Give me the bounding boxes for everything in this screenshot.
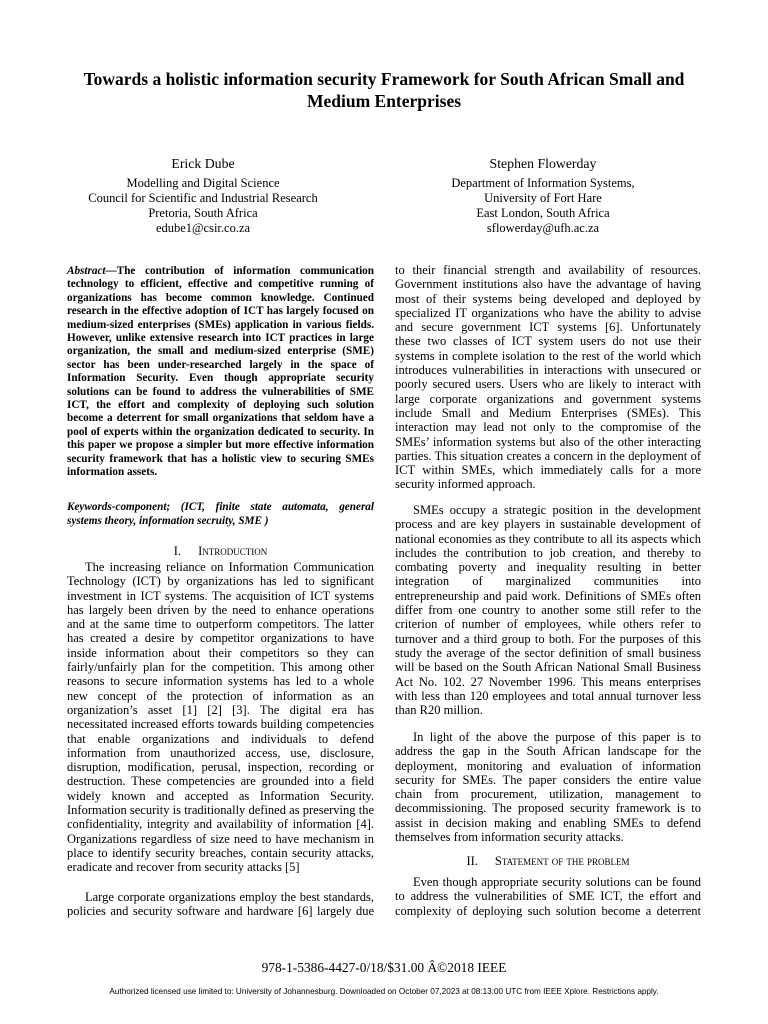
text-line: [395, 463, 701, 477]
paper-title: [0, 68, 768, 112]
line-text: systems in complete isolation to the rest of the world which: [395, 348, 701, 363]
line-text: SMEs occupy a strategic position in the development: [413, 503, 701, 517]
author-location: Pretoria, South Africa: [148, 206, 258, 220]
line-text: include Small and Medium Enterprises (SMEs). This: [395, 405, 701, 420]
text-line: [67, 789, 374, 803]
text-line: [395, 320, 701, 334]
text-line: [395, 730, 701, 744]
text-line: [67, 372, 374, 385]
text-line: [395, 773, 701, 787]
body-paragraph: [395, 263, 701, 492]
text-line: [395, 363, 701, 377]
text-line: [395, 392, 701, 406]
line-text: and secure government ICT systems [6]. Unfortunately: [395, 320, 701, 335]
line-text: ICT within SMEs, which immediately calls for a more: [395, 463, 701, 478]
line-text: organizations has become common knowledge. Continued: [67, 291, 374, 304]
text-line: [395, 406, 701, 420]
text-line: [395, 334, 701, 348]
text-line: [395, 675, 701, 689]
author-block: [373, 156, 713, 236]
text-line: [395, 801, 701, 815]
text-line: [395, 292, 701, 306]
text-line: [67, 500, 374, 514]
text-line: [67, 386, 374, 399]
line-text: this paper we propose a simpler but more effective information: [67, 439, 374, 452]
author-block: [33, 156, 373, 236]
line-text: The increasing reliance on Information Communication: [85, 560, 374, 574]
line-text: In light of the above the purpose of this paper is to: [413, 730, 701, 744]
text-line: [67, 426, 374, 439]
text-line: [395, 420, 701, 434]
section-title: Introduction: [198, 544, 268, 558]
section-title: Statement of the problem: [494, 854, 630, 868]
text-line: [67, 439, 374, 452]
line-text: become a deterrent for small organizations that seldom have a: [67, 412, 374, 425]
text-line: [67, 890, 374, 904]
text-line: [395, 703, 701, 717]
line-text: security framework that has a holistic view to securing SMEs: [67, 452, 374, 465]
text-line: [67, 732, 374, 746]
abstract: [67, 265, 374, 480]
line-text: organization’s asset [1] [2] [3]. The digital era has: [67, 702, 374, 717]
line-text: policies and security software and hardware [6] largely due: [67, 904, 374, 919]
line-text: Organizations regardless of size need to have mechanism in: [67, 831, 374, 846]
line-text: themselves from information security attacks.: [395, 830, 624, 845]
body-paragraph: [67, 560, 374, 875]
text-line: [395, 660, 701, 674]
text-line: [67, 574, 374, 588]
line-text: parties. This situation creates a concern in the deployment of: [395, 448, 701, 463]
line-text: differ from one country to another some still refer to the: [395, 603, 701, 618]
text-line: [67, 660, 374, 674]
line-text: eradicate and recover from security attacks [5]: [67, 860, 300, 875]
text-line: [67, 846, 374, 860]
line-text: complexity of deploying such solution become a deterrent: [395, 903, 701, 918]
line-text: integration of marginalized communities into: [395, 574, 701, 589]
text-line: [67, 674, 374, 688]
text-line: [395, 744, 701, 758]
text-line: [67, 631, 374, 645]
line-text: information from unauthorized access, use, disclosure,: [67, 745, 374, 760]
line-text: systems theory, information secruity, SME ): [67, 515, 269, 527]
text-line: [67, 774, 374, 788]
line-text: organization, the small and medium-sized enterprise (SME): [67, 345, 374, 358]
text-line: [67, 560, 374, 574]
text-line: [395, 589, 701, 603]
text-line: [67, 345, 374, 358]
section-heading-introduction: [67, 544, 374, 558]
line-text: Technology (ICT) by organizations has led to significant: [67, 574, 374, 589]
line-text: disruption, modification, perusal, inspection, recording or: [67, 760, 374, 775]
text-line: [395, 689, 701, 703]
text-line: [395, 875, 701, 889]
text-line: [67, 319, 374, 332]
line-text: place to identify security breaches, contain security attacks,: [67, 845, 374, 860]
text-line: [395, 787, 701, 801]
line-text: poorly secured users. Users who are likely to interact with: [395, 377, 701, 392]
line-text: SMEs’ information systems but also of the other interacting: [395, 434, 701, 449]
line-text: Even though appropriate security solutions can be found: [413, 875, 701, 889]
text-line: [67, 646, 374, 660]
abstract-text: —The contribution of information communication: [105, 265, 374, 277]
line-text: large corporate organizations and government systems: [395, 391, 701, 406]
text-line: [395, 632, 701, 646]
line-text: security informed approach.: [395, 477, 536, 492]
text-line: [67, 589, 374, 603]
copyright-notice: 978-1-5386-4427-0/18/$31.00 Â©2018 IEEE: [261, 960, 507, 975]
line-text: has created a desire by competitor organizations to have: [67, 631, 374, 646]
line-text: Large corporate organizations employ the best standards,: [85, 890, 374, 904]
line-text: to their financial strength and availability of resources.: [395, 263, 701, 277]
author-name: Erick Dube: [171, 156, 235, 171]
line-text: that enable organizations and individuals to defend: [67, 731, 374, 746]
text-line: [67, 703, 374, 717]
author-name: Stephen Flowerday: [489, 156, 597, 171]
line-text: combating poverty and inequality resulting in better: [395, 560, 701, 575]
text-line: [67, 717, 374, 731]
text-line: [395, 435, 701, 449]
line-text: interaction may lead not only to the compromise of the: [395, 420, 701, 435]
line-text: information assets.: [67, 466, 158, 479]
text-line: [395, 377, 701, 391]
line-text: entrepreneurship and paid work. Definitions of SMEs often: [395, 588, 701, 603]
text-line: [67, 305, 374, 318]
line-text: decommissioning. The proposed security framework is to: [395, 801, 701, 816]
line-text: will be based on the South African National Small Business: [395, 660, 701, 675]
line-text: specialized IT organizations who have the ability to advise: [395, 305, 701, 320]
text-line: [67, 466, 374, 479]
text-line: [67, 760, 374, 774]
line-text: However, unlike extensive research into ICT practices in large: [67, 332, 374, 345]
text-line: [67, 803, 374, 817]
line-text: to address the vulnerabilities of SME ICT, the effort and: [395, 889, 701, 904]
line-text: widely known and accepted as Information Security.: [67, 788, 374, 803]
author-institution: University of Fort Hare: [484, 191, 602, 205]
author-institution: Council for Scientific and Industrial Research: [88, 191, 318, 205]
line-text: process and are key players in sustainable development of: [395, 517, 701, 532]
section-number: II.: [466, 854, 478, 868]
line-text: with less than 120 employees and total annual turnover less: [395, 688, 701, 703]
author-department: Modelling and Digital Science: [126, 176, 280, 190]
text-line: [67, 514, 374, 528]
line-text: than R20 million.: [395, 703, 483, 718]
text-line: [395, 546, 701, 560]
text-line: [395, 617, 701, 631]
text-line: [67, 617, 374, 631]
section-heading-statement-of-the-problem: [395, 854, 701, 868]
line-text: assist in decision making and enabling SMEs to defend: [395, 815, 701, 830]
line-text: criterion of number of employees, while others refer to: [395, 617, 701, 632]
text-line: [395, 904, 701, 918]
author-email: edube1@csir.co.za: [155, 221, 251, 235]
line-text: Government institutions also have the advantage of having: [395, 277, 701, 292]
line-text: has largely been driven by the need to enhance operations: [67, 602, 374, 617]
line-text: chain from procurement, utilization, management to: [395, 787, 701, 802]
line-text: ICT, the effort and complexity of deploying such solution: [67, 399, 374, 412]
body-paragraph: [395, 875, 701, 918]
line-text: most of their systems being developed and deployed by: [395, 291, 701, 306]
text-line: [395, 263, 701, 277]
text-line: [395, 603, 701, 617]
text-line: [67, 278, 374, 291]
text-line: [395, 889, 701, 903]
line-text: Act No. 102. 27 November 1996. This means enterprises: [395, 674, 701, 689]
text-line: [395, 759, 701, 773]
line-text: solutions can be found to address the vulnerabilities of SME: [67, 385, 374, 398]
line-text: destruction. These competencies are grounded into a field: [67, 774, 374, 789]
text-line: [67, 689, 374, 703]
text-line: [395, 816, 701, 830]
text-line: [395, 517, 701, 531]
text-line: [67, 603, 374, 617]
body-paragraph: [395, 503, 701, 717]
line-text: Information security is traditionally defined as preserving the: [67, 803, 374, 818]
title-line: Towards a holistic information security Framework for South African Small and: [83, 69, 685, 89]
abstract-label: Abstract: [67, 265, 106, 277]
line-text: necessitated increased efforts towards building competencies: [67, 717, 374, 732]
line-text: sector has been under-researched largely in the space of: [67, 358, 374, 371]
line-text: investment in ICT systems. The acquisition of ICT systems: [67, 588, 374, 603]
text-line: [395, 646, 701, 660]
line-text: study the average of the sector definition of small business: [395, 645, 701, 660]
text-line: [395, 574, 701, 588]
line-text: fairly/unfairly plan for the competition. This among other: [67, 660, 374, 675]
text-line: [67, 817, 374, 831]
line-text: deployment, monitoring and evaluation of information: [395, 758, 701, 773]
author-department: Department of Information Systems,: [451, 176, 635, 190]
line-text: new concept of the protection of information as an: [67, 688, 374, 703]
text-line: [67, 904, 374, 918]
text-line: [67, 292, 374, 305]
text-line: [395, 503, 701, 517]
line-text: confidentiality, integrity and availability of information [4].: [67, 817, 374, 832]
line-text: address the gap in the South African landscape for the: [395, 744, 701, 759]
section-number: I.: [173, 544, 182, 558]
line-text: turnover and a third group to both. For the purposes of this: [395, 631, 701, 646]
line-text: these two classes of ICT system users do not use their: [395, 334, 701, 349]
line-text: research in the effective adoption of ICT has largely focused on: [67, 305, 374, 318]
line-text: reasons to secure information systems has led to a whole: [67, 674, 374, 689]
line-text: medium-sized enterprises (SMEs) application in various fields.: [67, 318, 374, 331]
text-line: [67, 412, 374, 425]
text-line: [395, 560, 701, 574]
text-line: [67, 746, 374, 760]
line-text: technology to efficient, effective and competitive running of: [67, 278, 374, 291]
text-line: [67, 832, 374, 846]
text-line: [67, 860, 374, 874]
body-paragraph: [67, 890, 374, 919]
line-text: inside information about their competitors so they can: [67, 645, 374, 660]
text-line: [395, 477, 701, 491]
line-text: introduces vulnerabilities in interactions with unsecured or: [395, 363, 701, 378]
keywords: [67, 500, 374, 528]
text-line: [67, 359, 374, 372]
author-email: sflowerday@ufh.ac.za: [486, 221, 600, 235]
text-line: [67, 453, 374, 466]
license-notice: Authorized licensed use limited to: University of Johannesburg. Downloaded on October 07,2023 at 08:13:00 UTC from IEEE Xplore. Restrictions apply.: [109, 987, 659, 996]
line-text: security for SMEs. The paper considers the entire value: [395, 772, 701, 787]
text-line: [395, 349, 701, 363]
text-line: [67, 265, 374, 278]
text-line: [395, 277, 701, 291]
body-paragraph: [395, 730, 701, 844]
line-text: includes the contribution to job creation, and thereby to: [395, 545, 701, 560]
text-line: [395, 306, 701, 320]
line-text: Keywords-component; (ICT, finite state automata, general: [67, 501, 374, 513]
text-line: [395, 532, 701, 546]
line-text: and at the same time to outperform competitors. The latter: [67, 617, 374, 632]
text-line: [395, 449, 701, 463]
line-text: pool of experts within the organization dedicated to security. In: [67, 425, 374, 438]
text-line: [395, 830, 701, 844]
line-text: national economies as they contribute to all its aspects which: [395, 531, 701, 546]
line-text: Information Security. Even though appropriate security: [67, 372, 374, 385]
title-line: Medium Enterprises: [306, 91, 462, 111]
text-line: [67, 332, 374, 345]
author-location: East London, South Africa: [476, 206, 610, 220]
text-line: [67, 399, 374, 412]
